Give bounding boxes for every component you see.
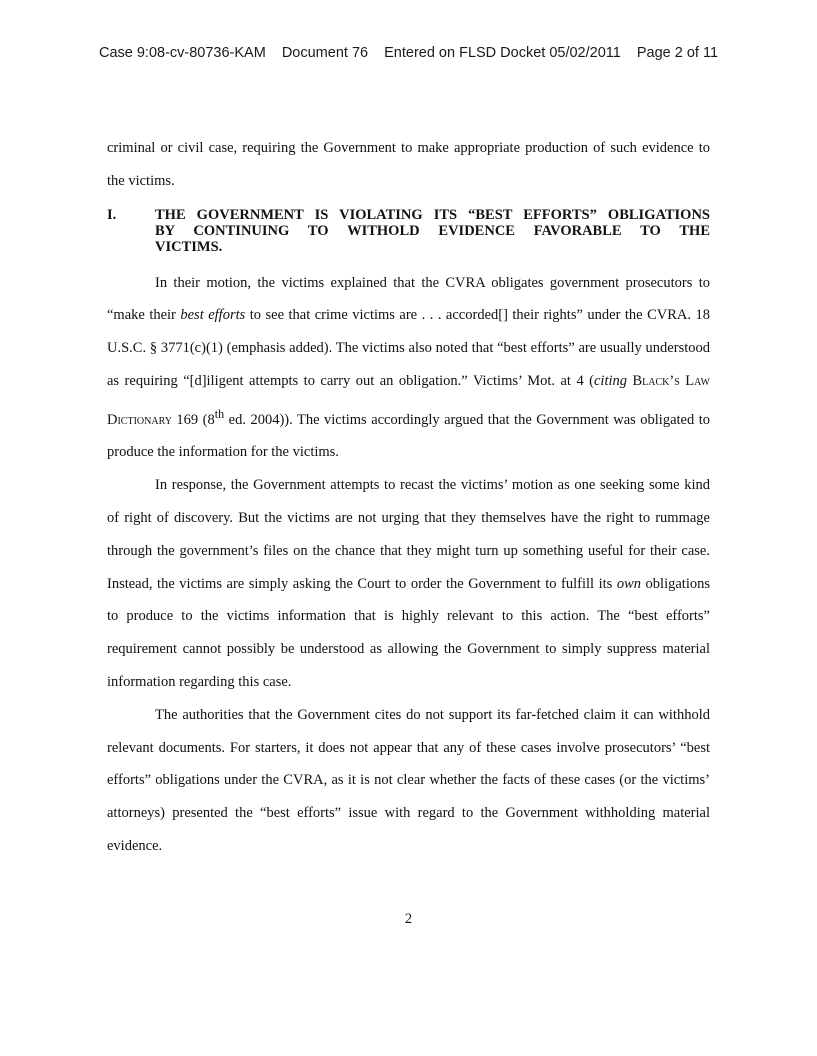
para1-superscript: th [214, 406, 225, 421]
para1-source: Black’s Law Dictionary [107, 372, 710, 428]
para2-text-b: obligations to produce to the victims information that is highly relevant to this action. The “best efforts” requirement cannot possibly be understood as allowing the Government to simply suppress material information regarding this case. [107, 575, 710, 690]
section-title-line-2: BY CONTINUING TO WITHOLD EVIDENCE FAVORABLE TO THE [155, 222, 710, 239]
docket-header [0, 45, 817, 61]
page-count: Page 2 of 11 [636, 45, 719, 61]
paragraph-best-efforts [107, 267, 710, 470]
section-title-line-3: VICTIMS. [155, 238, 223, 255]
section-title-line-1: THE GOVERNMENT IS VIOLATING ITS “BEST EFFORTS” OBLIGATIONS [155, 206, 710, 223]
para1-text-a: In their motion, the victims explained that the CVRA obligates government prosecutors to “make their [107, 274, 710, 324]
para1-text-d: ed. 2004)). The victims accordingly argued that the Government was obligated to produce the information for the victims. [107, 411, 710, 461]
page-number: 2 [404, 911, 413, 927]
section-title [155, 207, 710, 255]
document-body [107, 132, 710, 863]
case-number: Case 9:08-cv-80736-KAM [98, 45, 266, 61]
para1-emphasis: best efforts [180, 307, 246, 324]
paragraph-response [107, 469, 710, 699]
intro-paragraph [107, 132, 710, 198]
para2-text-a: In response, the Government attempts to recast the victims’ motion as one seeking some kind of right of discovery. But the victims are not urging that they themselves have the right to rummage through the government’s files on the chance that they might turn up something useful for their case. Instead, the victims are simply asking the Court to order the Government to fulfill its [107, 477, 710, 592]
para1-text-b: to see that crime victims are . . . accorded[] their rights” under the CVRA. 18 U.S.C. § 3771(c)(1) (emphasis added). The victims also noted that “best efforts” are usually understood as requiring “[d]iligent attempts to carry out an obligation.” Victims’ Mot. at 4 ( [107, 307, 710, 389]
document-number: Document 76 [281, 45, 369, 61]
intro-line-1: criminal or civil case, requiring the Government to make appropriate production of such [107, 140, 637, 156]
paragraph-authorities: The authorities that the Government cites do not support its far-fetched claim it can withhold relevant documents. For starters, it does not appear that any of these cases involve prosecutors’ “best efforts” obligations under the CVRA, as it is not clear whether the facts of these cases (or the victims’ attorneys) presented the “best efforts” issue with regard to the Government withholding material evidence. [107, 706, 710, 854]
intro-line-2: evidence to the victims. [107, 140, 711, 189]
para2-own: own [616, 575, 642, 592]
para1-citing: citing [594, 372, 628, 389]
para1-text-c: 169 (8 [171, 411, 215, 428]
section-heading [107, 207, 710, 255]
docket-entry: Entered on FLSD Docket 05/02/2011 [384, 45, 621, 61]
section-number: I. [107, 206, 117, 223]
